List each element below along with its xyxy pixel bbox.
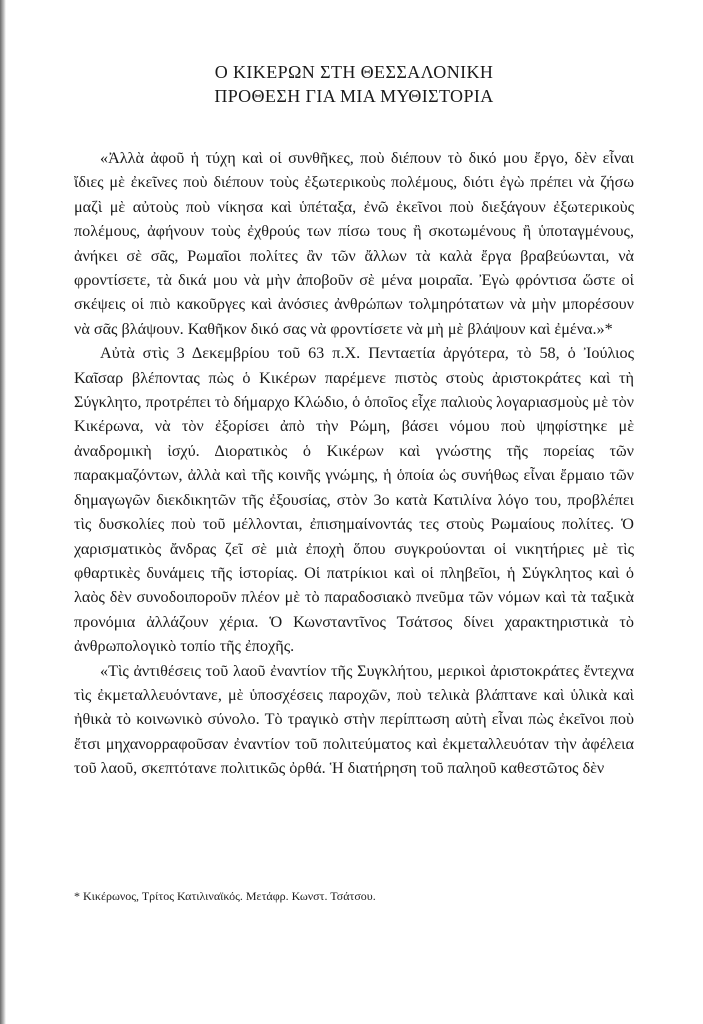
paragraph-narrative: Αὐτὰ στὶς 3 Δεκεμβρίου τοῦ 63 π.Χ. Πενταετία ἀργότερα, τὸ 58, ὁ Ἰούλιος Καῖσαρ βλέποντας πὼς ὁ Κικέρων παρέμενε πιστὸς στοὺς ἀριστοκράτες καὶ τὴ Σύγκλητο, προτρέπει τὸ δήμαρχο Κλώδιο, ὁ ὁποῖος εἶχε παλιοὺς λογαριασμοὺς μὲ τὸν Κικέρωνα, νὰ τὸν ἐξορίσει ἀπὸ τὴν Ρώμη, βάσει νόμου ποὺ ψηφίστηκε μὲ ἀναδρομικὴ ἰσχύ. Διορατικὸς ὁ Κικέρων καὶ γνώστης τῆς πορείας τῶν παρακμαζόντων, ἀλλὰ καὶ τῆς κοινῆς γνώμης, ἡ ὁποία ὡς συνήθως εἶναι ἔρμαιο τῶν δημαγωγῶν διεκδικητῶν τῆς ἐξουσίας, στὸν 3ο κατὰ Κατιλίνα λόγο του, προβλέπει τὶς δυσκολίες ποὺ τοῦ μέλλονται, ἐπισημαίνοντάς τες στοὺς Ρωμαίους πολίτες. Ὁ χαρισματικὸς ἄνδρας ζεῖ σὲ μιὰ ἐποχὴ ὅπου συγκρούονται οἱ νικητήριες μὲ τὶς φθαρτικὲς δυνάμεις τῆς ἱστορίας. Οἱ πατρίκιοι καὶ οἱ πληβεῖοι, ἡ Σύγκλητος καὶ ὁ λαὸς δὲν συνοδοιποροῦν πλέον μὲ τὸ παραδοσιακὸ πνεῦμα τῶν νόμων καὶ τὰ ταξικὰ προνόμια ἀλλάζουν χέρια. Ὁ Κωνσταντῖνος Τσάτσος δίνει χαρακτηριστικὰ τὸ ἀνθρωπολογικὸ τοπίο τῆς ἐποχῆς. xyxy=(74,344,634,656)
body-text xyxy=(74,146,634,781)
book-page xyxy=(74,60,634,781)
chapter-title-line-1: Ο ΚΙΚΕΡΩΝ ΣΤΗ ΘΕΣΣΑΛΟΝΙΚΗ xyxy=(214,62,494,82)
footnote: * Κικέρωνος, Τρίτος Κατιλιναϊκός. Μετάφρ. Κωνστ. Τσάτσου. xyxy=(74,889,376,903)
chapter-title-line-2: ΠΡΟΘΕΣΗ ΓΙΑ ΜΙΑ ΜΥΘΙΣΤΟΡΙΑ xyxy=(214,86,494,106)
paragraph-quote-cicero: «Ἀλλὰ ἀφοῦ ἡ τύχη καὶ οἱ συνθῆκες, ποὺ διέπουν τὸ δικό μου ἔργο, δὲν εἶναι ἴδιες μὲ ἐκεῖνες ποὺ διέπουν τοὺς ἐξωτερικοὺς πολέμους, διότι ἐγὼ πρέπει νὰ ζήσω μαζὶ μὲ αὐτοὺς ποὺ νίκησα καὶ ὑπέταξα, ἐνῶ ἐκεῖνοι ποὺ διεξάγουν ἐξωτερικοὺς πολέμους, ἀφήνουν τοὺς ἐχθρούς των πίσω τους ἢ σκοτωμένους ἢ ὑποταγμένους, ἀνήκει σὲ σᾶς, Ρωμαῖοι πολίτες ἂν τῶν ἄλλων τὰ καλὰ ἔργα βραβεύωνται, νὰ φροντίσετε, τὰ δικά μου νὰ μὴν ἀποβοῦν σὲ μένα μοιραῖα. Ἐγὼ φρόντισα ὥστε οἱ σκέψεις οἱ πιὸ κακοῦργες καὶ ἀνόσιες ἀνθρώπων τολμηρότατων νὰ μὴν μπορέσουν νὰ σᾶς βλάψουν. Καθῆκον δικό σας νὰ φροντίσετε νὰ μὴ μὲ βλάψουν καὶ ἐμένα.»* xyxy=(74,149,634,338)
page-binding-edge xyxy=(0,0,6,1024)
paragraph-quote-tsatsos: «Τὶς ἀντιθέσεις τοῦ λαοῦ ἐναντίον τῆς Συγκλήτου, μερικοὶ ἀριστοκράτες ἔντεχνα τὶς ἐκμεταλλευόντανε, μὲ ὑποσχέσεις παροχῶν, ποὺ τελικὰ βλάπτανε καὶ ὑλικὰ καὶ ἠθικὰ τὸ κοινωνικὸ σύνολο. Τὸ τραγικὸ στὴν περίπτωση αὐτὴ εἶναι πὼς ἐκεῖνοι ποὺ ἔτσι μηχανορραφοῦσαν ἐναντίον τοῦ πολιτεύματος καὶ ἐκμεταλλευόταν τὴν ἀφέλεια τοῦ λαοῦ, σκεπτότανε πολιτικῶς ὀρθά. Ἡ διατήρηση τοῦ παληοῦ καθεστῶτος δὲν xyxy=(74,661,634,778)
chapter-title xyxy=(74,60,634,108)
